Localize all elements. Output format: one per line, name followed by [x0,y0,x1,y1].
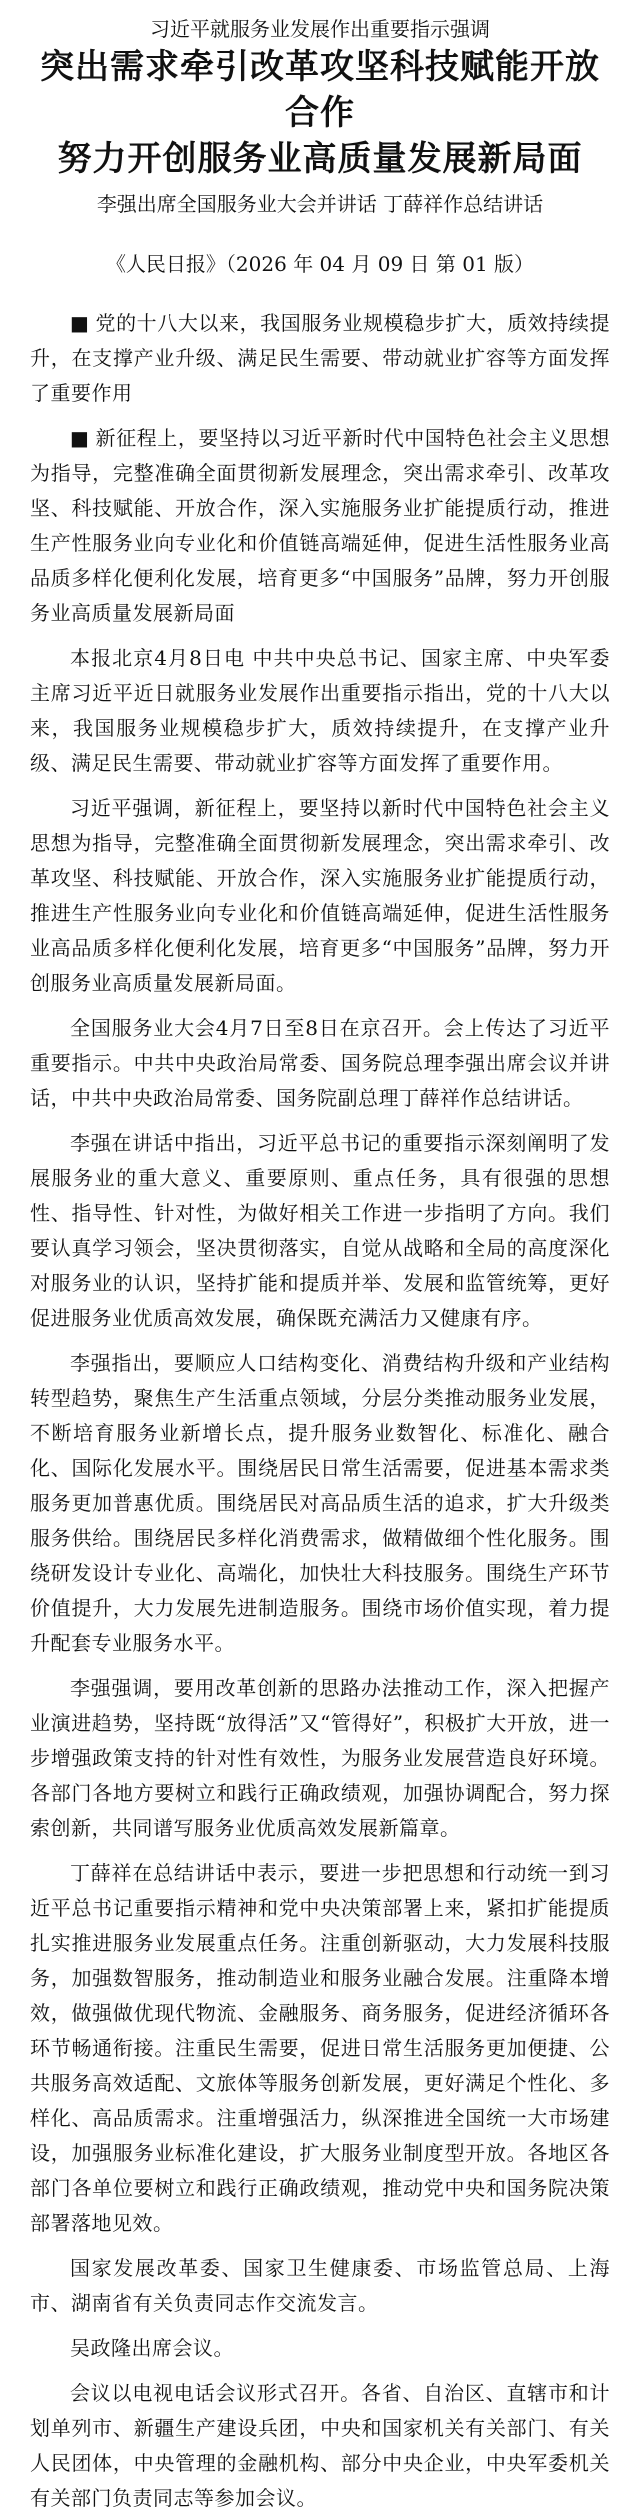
body-paragraph: 会议以电视电话会议形式召开。各省、自治区、直辖市和计划单列市、新疆生产建设兵团，中央和国家机关有关部门、有关人民团体，中央管理的金融机构、部分中央企业，中央军委机关有关部门负责同志等参加会议。 [30,2381,610,2510]
body-paragraph: 本报北京4月8日电 中共中央总书记、国家主席、中央军委主席习近平近日就服务业发展作出重要指示指出，党的十八大以来，我国服务业规模稳步扩大，质效持续提升，在支撑产业升级、满足民生需要、带动就业扩容等方面发挥了重要作用。 [30,646,610,775]
headline [30,44,610,182]
headline-line-2: 努力开创服务业高质量发展新局面 [57,139,583,179]
summary-bullet [30,306,610,411]
black-square-icon: ■ [70,426,90,450]
headline-line-1: 突出需求牵引改革攻坚科技赋能开放合作 [40,47,600,133]
summary-bullet-text: 新征程上，要坚持以习近平新时代中国特色社会主义思想为指导，完整准确全面贯彻新发展理念，突出需求牵引、改革攻坚、科技赋能、开放合作，深入实施服务业扩能提质行动，推进生产性服务业向专业化和价值链高端延伸，促进生活性服务业高品质多样化便利化发展，培育更多“中国服务”品牌，努力开创服务业高质量发展新局面 [30,426,610,625]
subhead: 李强出席全国服务业大会并讲话 丁薛祥作总结讲话 [96,192,544,216]
kicker-title: 习近平就服务业发展作出重要指示强调 [150,17,490,41]
body-paragraph: 丁薛祥在总结讲话中表示，要进一步把思想和行动统一到习近平总书记重要指示精神和党中央决策部署上来，紧扣扩能提质扎实推进服务业发展重点任务。注重创新驱动，大力发展科技服务，加强数智服务，推动制造业和服务业融合发展。注重降本增效，做强做优现代物流、金融服务、商务服务，促进经济循环各环节畅通衔接。注重民生需要，促进日常生活服务更加便捷、公共服务高效适配、文旅体等服务创新发展，更好满足个性化、多样化、高品质需求。注重增强活力，纵深推进全国统一大市场建设，加强服务业标准化建设，扩大服务业制度型开放。各地区各部门各单位要树立和践行正确政绩观，推动党中央和国务院决策部署落地见效。 [30,1861,610,2235]
body-paragraph: 国家发展改革委、国家卫生健康委、市场监管总局、上海市、湖南省有关负责同志作交流发言。 [30,2256,610,2315]
body-paragraph: 李强指出，要顺应人口结构变化、消费结构升级和产业结构转型趋势，聚焦生产生活重点领域，分层分类推动服务业发展，不断培育服务业新增长点，提升服务业数智化、标准化、融合化、国际化发展水平。围绕居民日常生活需要，促进基本需求类服务更加普惠优质。围绕居民对高品质生活的追求，扩大升级类服务供给。围绕居民多样化消费需求，做精做细个性化服务。围绕研发设计专业化、高端化，加快壮大科技服务。围绕生产环节价值提升，大力发展先进制造服务。围绕市场价值实现，着力提升配套专业服务水平。 [30,1351,610,1655]
body-paragraph: 全国服务业大会4月7日至8日在京召开。会上传达了习近平重要指示。中共中央政治局常委、国务院总理李强出席会议并讲话，中共中央政治局常委、国务院副总理丁薛祥作总结讲话。 [30,1016,610,1110]
body-paragraph: 李强在讲话中指出，习近平总书记的重要指示深刻阐明了发展服务业的重大意义、重要原则、重点任务，具有很强的思想性、指导性、针对性，为做好相关工作进一步指明了方向。我们要认真学习领会，坚决贯彻落实，自觉从战略和全局的高度深化对服务业的认识，坚持扩能和提质并举、发展和监管统筹，更好促进服务业优质高效发展，确保既充满活力又健康有序。 [30,1131,610,1330]
source-line: 《人民日报》（2026 年 04 月 09 日 第 01 版） [105,252,535,276]
body-paragraph: 习近平强调，新征程上，要坚持以新时代中国特色社会主义思想为指导，完整准确全面贯彻新发展理念，突出需求牵引、改革攻坚、科技赋能、开放合作，深入实施服务业扩能提质行动，推进生产性服务业向专业化和价值链高端延伸，促进生活性服务业高品质多样化便利化发展，培育更多“中国服务”品牌，努力开创服务业高质量发展新局面。 [30,796,610,995]
body-paragraph: 李强强调，要用改革创新的思路办法推动工作，深入把握产业演进趋势，坚持既“放得活”又“管得好”，积极扩大开放，进一步增强政策支持的针对性有效性，为服务业发展营造良好环境。各部门各地方要树立和践行正确政绩观，加强协调配合，努力探索创新，共同谱写服务业优质高效发展新篇章。 [30,1676,610,1840]
summary-bullet [30,421,610,631]
black-square-icon: ■ [70,311,90,335]
body-paragraph: 吴政隆出席会议。 [70,2336,234,2360]
summary-bullet-text: 党的十八大以来，我国服务业规模稳步扩大，质效持续提升，在支撑产业升级、满足民生需要、带动就业扩容等方面发挥了重要作用 [30,311,610,405]
